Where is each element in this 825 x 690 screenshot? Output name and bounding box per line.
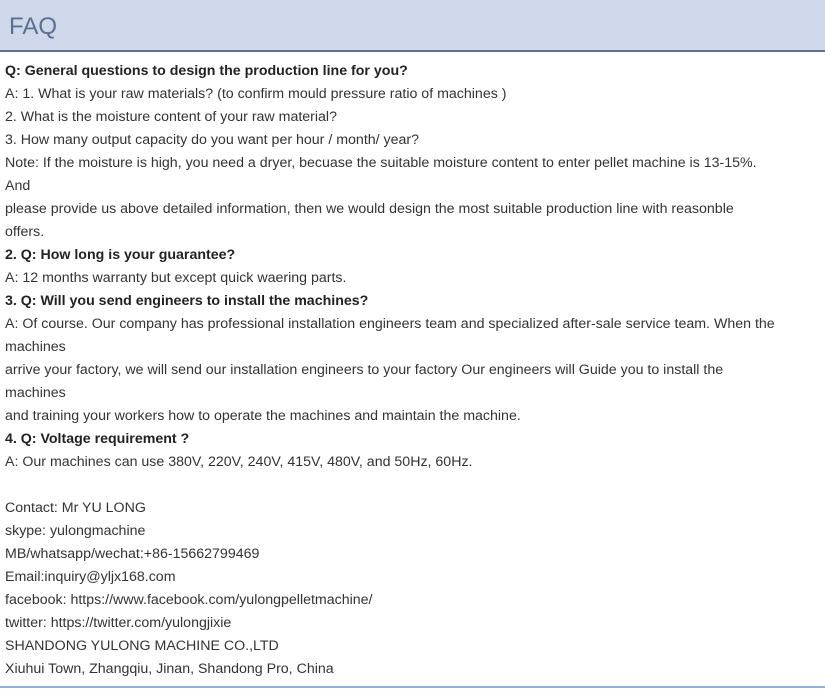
bottom-divider	[0, 686, 825, 688]
faq-answer-1-please: please provide us above detailed information, then we would design the most suitable production line with reasonble	[5, 201, 734, 217]
contact-skype: skype: yulongmachine	[5, 523, 146, 539]
page-title: FAQ	[9, 13, 58, 40]
faq-answer-3-line-1-wrap: machines	[5, 339, 66, 355]
contact-name: Contact: Mr YU LONG	[5, 500, 146, 516]
faq-answer-3-line-1: A: Of course. Our company has professional installation engineers team and specialized after-sale service team. When the	[5, 316, 775, 332]
contact-company: SHANDONG YULONG MACHINE CO.,LTD	[5, 638, 279, 654]
contact-facebook: facebook: https://www.facebook.com/yulongpelletmachine/	[5, 592, 373, 608]
contact-phone: MB/whatsapp/wechat:+86-15662799469	[5, 546, 260, 562]
faq-body	[5, 60, 820, 681]
faq-answer-1-note-wrap: And	[5, 178, 31, 194]
faq-answer-1-note: Note: If the moisture is high, you need a dryer, becuase the suitable moisture content to enter pellet machine is 13-15%.	[5, 155, 757, 171]
faq-answer-1-item-1: A: 1. What is your raw materials? (to confirm mould pressure ratio of machines )	[5, 86, 507, 102]
faq-header	[0, 0, 825, 52]
faq-question-2: 2. Q: How long is your guarantee?	[5, 247, 236, 263]
faq-question-1: Q: General questions to design the production line for you?	[5, 63, 408, 79]
faq-answer-4: A: Our machines can use 380V, 220V, 240V, 415V, 480V, and 50Hz, 60Hz.	[5, 454, 473, 470]
faq-answer-3-line-3: and training your workers how to operate the machines and maintain the machine.	[5, 408, 521, 424]
faq-answer-3-line-2-wrap: machines	[5, 385, 66, 401]
faq-answer-3-line-2: arrive your factory, we will send our installation engineers to your factory Our engineers will Guide you to install the	[5, 362, 724, 378]
faq-answer-1-item-2: 2. What is the moisture content of your raw material?	[5, 109, 337, 125]
contact-twitter: twitter: https://twitter.com/yulongjixie	[5, 615, 232, 631]
contact-address: Xiuhui Town, Zhangqiu, Jinan, Shandong Pro, China	[5, 661, 334, 677]
faq-question-3: 3. Q: Will you send engineers to install the machines?	[5, 293, 369, 309]
spacer	[5, 474, 820, 497]
contact-email: Email:inquiry@yljx168.com	[5, 569, 176, 585]
faq-answer-1-item-3: 3. How many output capacity do you want per hour / month/ year?	[5, 132, 420, 148]
faq-answer-2: A: 12 months warranty but except quick waering parts.	[5, 270, 347, 286]
faq-answer-1-please-wrap: offers.	[5, 224, 45, 240]
faq-question-4: 4. Q: Voltage requirement ?	[5, 431, 190, 447]
